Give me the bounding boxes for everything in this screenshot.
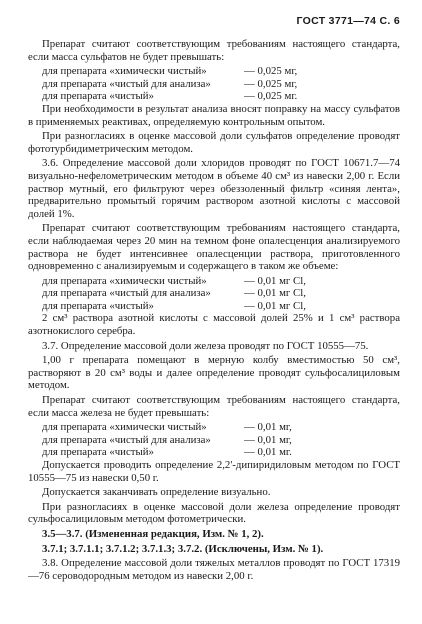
page-header: ГОСТ 3771—74 С. 6 bbox=[296, 15, 400, 27]
spec-row-value: — 0,025 мг. bbox=[244, 90, 298, 103]
spec-row-value: — 0,01 мг. bbox=[244, 446, 292, 459]
spec-row-value: — 0,01 мг Cl, bbox=[244, 274, 306, 287]
spec-row-value: — 0,01 мг Cl, bbox=[244, 287, 306, 300]
spec-row-value: — 0,01 мг, bbox=[244, 433, 292, 446]
spec-row-value: — 0,01 мг Cl, bbox=[244, 299, 306, 312]
paragraph: Допускается проводить определение 2,2'-дипиридиловым методом по ГОСТ 10555—75 из навески 0,50 г. bbox=[28, 459, 400, 484]
paragraph: 3.7.1; 3.7.1.1; 3.7.1.2; 3.7.1.3; 3.7.2. (Исключены, Изм. № 1). bbox=[42, 542, 324, 555]
spec-row bbox=[28, 446, 400, 459]
paragraph: При необходимости в результат анализа вносят поправку на массу сульфатов в применяемых реактивах, определяемую контрольным опытом. bbox=[28, 102, 400, 128]
paragraph: Препарат считают соответствующим требованиям настоящего стандарта, если масса железа не будет превышать: bbox=[28, 394, 400, 419]
paragraph: Препарат считают соответствующим требованиям настоящего стандарта, если масса сульфатов не будет превышать: bbox=[28, 38, 400, 63]
paragraph: 3.5—3.7. (Измененная редакция, Изм. № 1, 2). bbox=[42, 527, 264, 540]
spec-row-label: для препарата «чистый для анализа» bbox=[42, 77, 211, 90]
spec-row-label: для препарата «чистый» bbox=[42, 90, 154, 103]
spec-row bbox=[28, 300, 400, 313]
spec-row-label: для препарата «химически чистый» bbox=[42, 65, 207, 78]
paragraph: 1,00 г препарата помещают в мерную колбу вместимостью 50 см³, растворяют в 20 см³ воды и далее определение проводят сульфосалициловым методом. bbox=[28, 354, 400, 392]
spec-row-label: для препарата «чистый» bbox=[42, 299, 154, 312]
paragraph: Допускается заканчивать определение визуально. bbox=[42, 486, 271, 499]
paragraph: Препарат считают соответствующим требованиям настоящего стандарта, если наблюдаемая через 20 мин на темном фоне опалесценция анализируемого раствора не будет интенсивнее опалесценции раствора, приготовленного одновременно с анализируемым и содержащего в таком же объеме: bbox=[28, 222, 400, 273]
spec-row-label: для препарата «чистый для анализа» bbox=[42, 287, 211, 300]
spec-row-label: для препарата «химически чистый» bbox=[42, 421, 207, 434]
spec-row-value: — 0,025 мг, bbox=[244, 65, 298, 78]
document-body bbox=[28, 38, 400, 584]
paragraph: 2 см³ раствора азотной кислоты с массовой долей 25% и 1 см³ раствора азотнокислого серебра. bbox=[28, 312, 400, 338]
spec-row bbox=[28, 434, 400, 447]
spec-row bbox=[28, 287, 400, 300]
spec-row-label: для препарата «чистый для анализа» bbox=[42, 433, 211, 446]
spec-row-label: для препарата «чистый» bbox=[42, 446, 154, 459]
paragraph: При разногласиях в оценке массовой доли железа определение проводят сульфосалициловым методом фотометрически. bbox=[28, 500, 400, 526]
paragraph: 3.6. Определение массовой доли хлоридов проводят по ГОСТ 10671.7—74 визуально-нефелометрическим методом в объеме 40 см³ из навески 2,00 г. Если раствор мутный, его фильтруют через обеззоленный фильтр «синяя лента», предварительно промытый горячим раствором азотной кислоты с массовой долей 1%. bbox=[28, 157, 400, 220]
spec-row-value: — 0,01 мг, bbox=[244, 421, 292, 434]
spec-row bbox=[28, 78, 400, 91]
paragraph: 3.8. Определение массовой доли тяжелых металлов проводят по ГОСТ 17319—76 сероводородным методом из навески 2,00 г. bbox=[28, 557, 400, 582]
paragraph: 3.7. Определение массовой доли железа проводят по ГОСТ 10555—75. bbox=[42, 339, 369, 352]
spec-row bbox=[28, 65, 400, 78]
spec-row-value: — 0,025 мг, bbox=[244, 77, 298, 90]
spec-row-label: для препарата «химически чистый» bbox=[42, 274, 207, 287]
paragraph: При разногласиях в оценке массовой доли сульфатов определение проводят фототурбидиметрическим методом. bbox=[28, 130, 400, 155]
spec-row bbox=[28, 90, 400, 103]
spec-row bbox=[28, 275, 400, 288]
spec-row bbox=[28, 421, 400, 434]
